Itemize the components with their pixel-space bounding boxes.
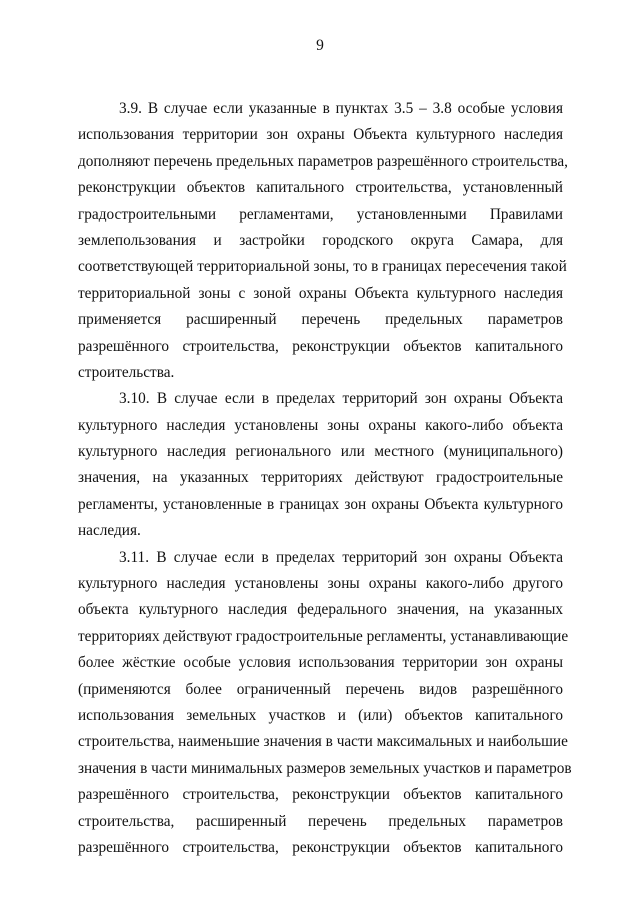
text-line: регламенты, установленные в границах зон охраны Объекта культурного xyxy=(78,495,563,513)
document-body xyxy=(78,99,572,864)
page-number: 9 xyxy=(316,37,324,54)
paragraph-3-9 xyxy=(78,99,569,389)
text-line: использования земельных участков и (или) объектов капитального xyxy=(78,706,563,724)
text-line: культурного наследия установлены зоны охраны какого-либо другого xyxy=(78,575,563,593)
text-line: строительства. xyxy=(78,363,175,381)
text-line: объекта культурного наследия федерального значения, на указанных xyxy=(78,601,563,619)
text-line: значения в части минимальных размеров земельных участков и параметров xyxy=(78,759,572,777)
text-line: наследия. xyxy=(78,522,141,540)
text-line: значения, на указанных территориях действуют градостроительные xyxy=(78,469,563,487)
text-line: дополняют перечень предельных параметров разрешённого строительства, xyxy=(78,152,569,170)
text-line: более жёсткие особые условия использования территории зон охраны xyxy=(78,654,563,672)
text-line: градостроительными регламентами, установленными Правилами xyxy=(78,205,563,223)
text-line: строительства, расширенный перечень предельных параметров xyxy=(78,812,563,830)
text-line: землепользования и застройки городского округа Самара, для xyxy=(78,231,563,249)
text-line: разрешённого строительства, реконструкции объектов капитального xyxy=(78,786,563,804)
text-line: реконструкции объектов капитального строительства, установленный xyxy=(78,179,563,197)
text-line: культурного наследия регионального или местного (муниципального) xyxy=(78,443,563,461)
text-line: 3.11. В случае если в пределах территорий зон охраны Объекта xyxy=(119,548,563,566)
text-line: территориальной зоны с зоной охраны Объекта культурного наследия xyxy=(78,284,563,302)
text-line: применяется расширенный перечень предельных параметров xyxy=(78,311,563,329)
text-line: разрешённого строительства, реконструкции объектов капитального xyxy=(78,838,563,856)
paragraph-3-10 xyxy=(78,389,563,547)
text-line: культурного наследия установлены зоны охраны какого-либо объекта xyxy=(78,416,563,434)
text-line: 3.10. В случае если в пределах территорий зон охраны Объекта xyxy=(119,390,563,408)
text-line: использования территории зон охраны Объекта культурного наследия xyxy=(78,126,563,144)
text-line: соответствующей территориальной зоны, то в границах пересечения такой xyxy=(78,258,567,276)
text-line: 3.9. В случае если указанные в пунктах 3.5 – 3.8 особые условия xyxy=(119,100,563,117)
text-line: разрешённого строительства, реконструкции объектов капитального xyxy=(78,337,563,355)
paragraph-3-11 xyxy=(78,548,572,865)
text-line: строительства, наименьшие значения в части максимальных и наибольшие xyxy=(78,733,568,751)
text-line: (применяются более ограниченный перечень видов разрешённого xyxy=(78,680,563,698)
text-line: территориях действуют градостроительные регламенты, устанавливающие xyxy=(78,627,569,645)
